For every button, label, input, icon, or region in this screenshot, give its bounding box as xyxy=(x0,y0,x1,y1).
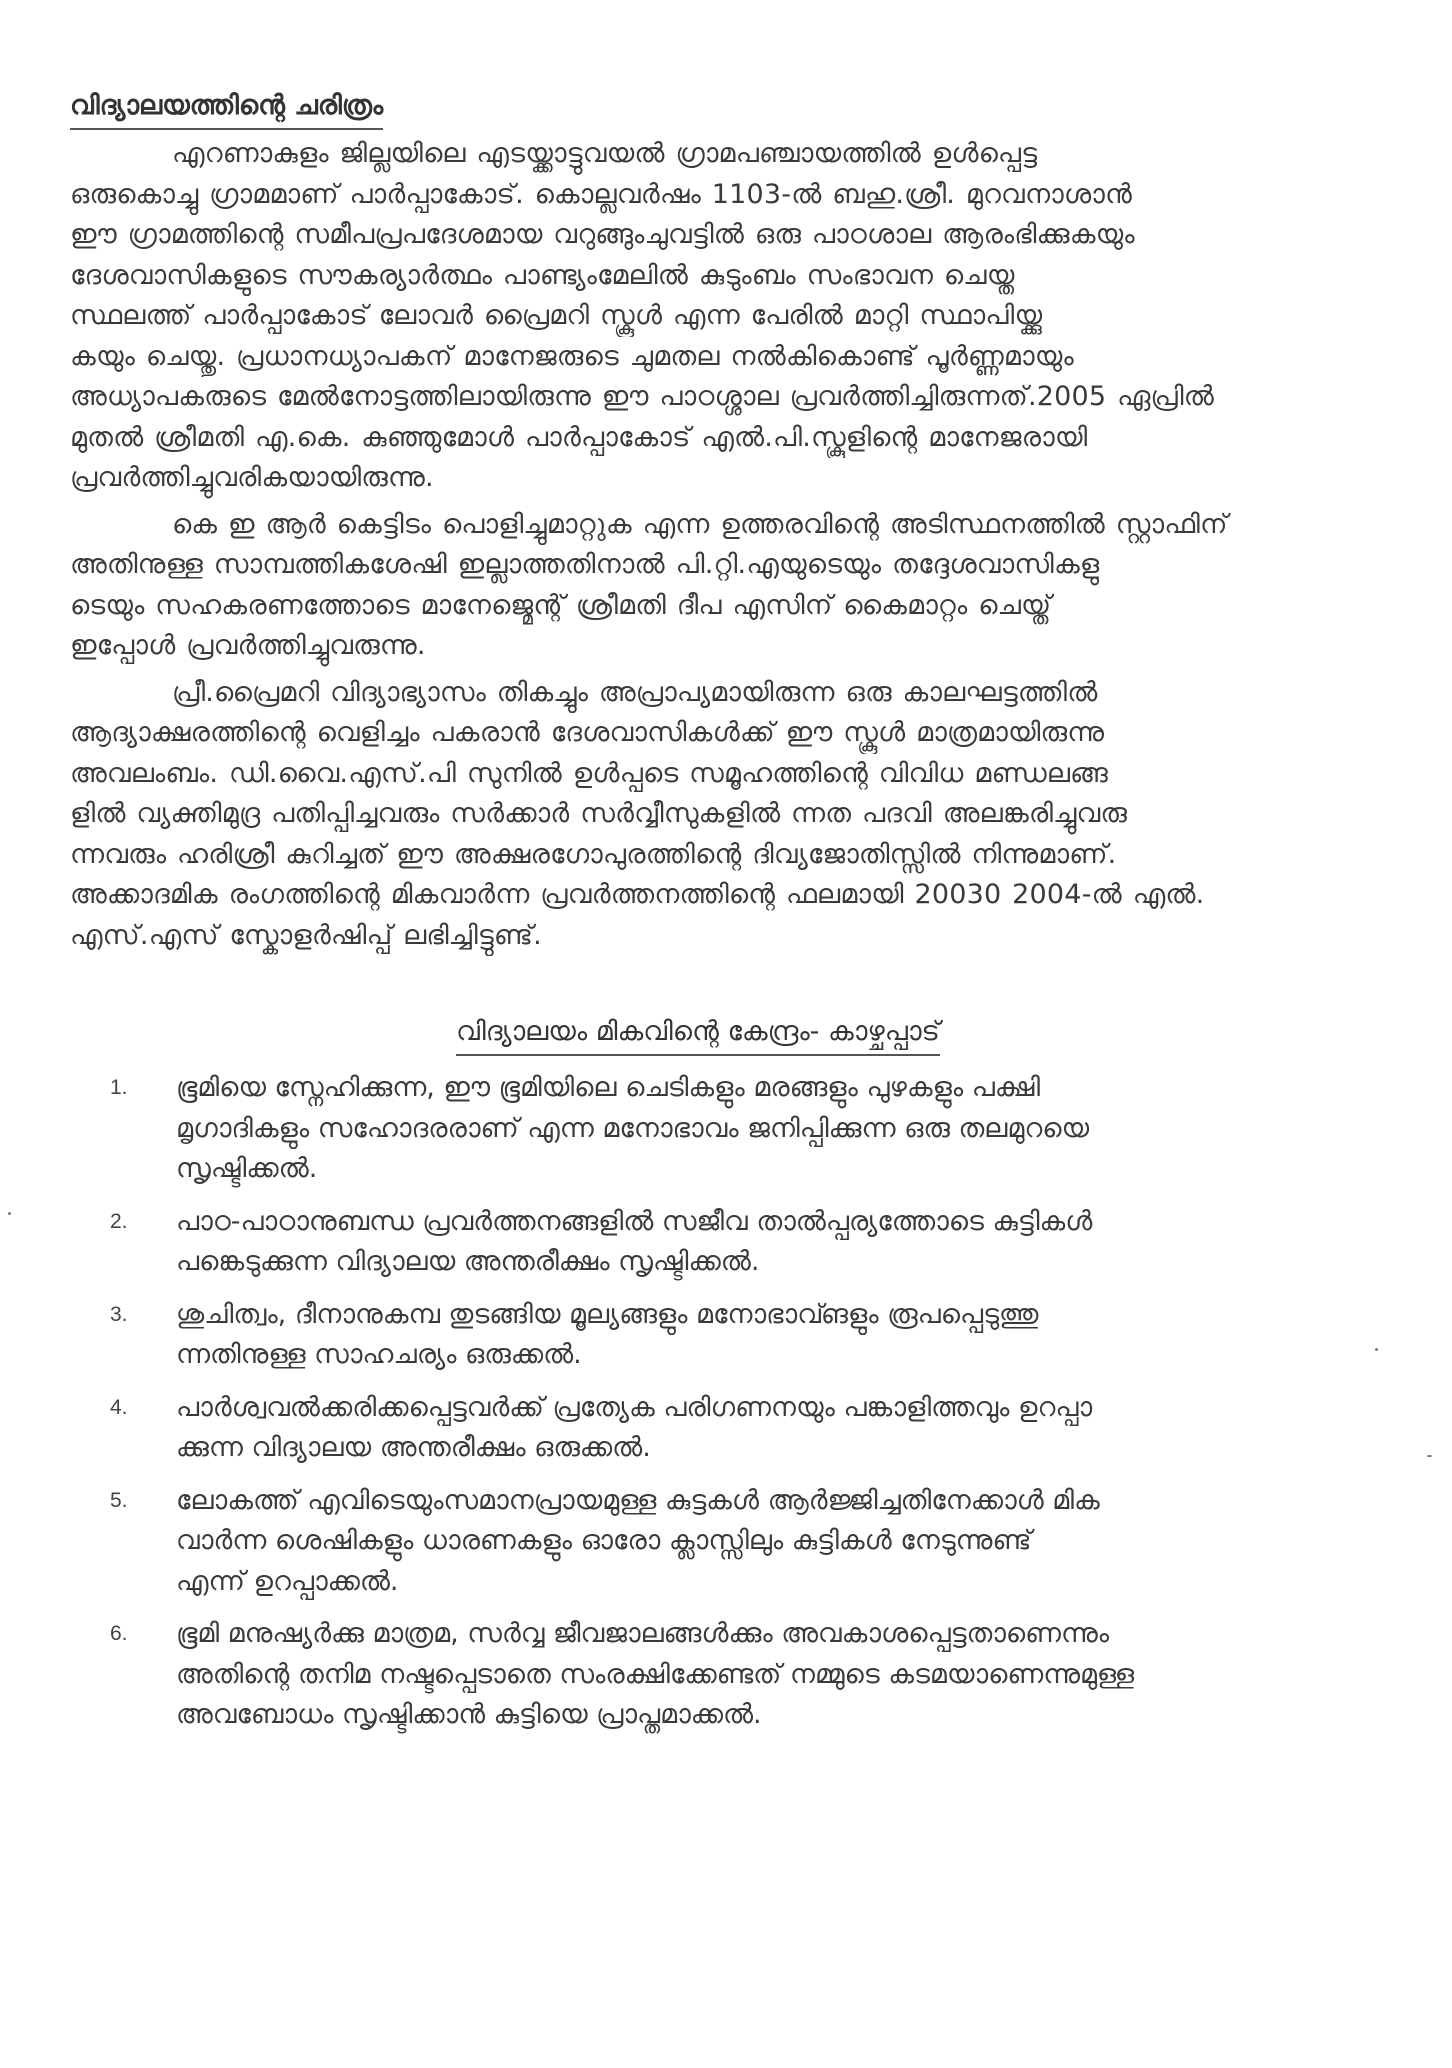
text-line: പ്രീ.പ്രൈമറി വിദ്യാഭ്യാസം തികച്ചും അപ്രാപ്യമായിരുന്ന ഒരു കാലഘട്ടത്തിൽ xyxy=(172,676,1098,708)
list-item xyxy=(110,1295,1386,1376)
text-line: ഭൂമിയെ സ്നേഹിക്കുന്ന, ഈ ഭൂമിയിലെ ചെടികളും മരങ്ങളും പുഴകളും പക്ഷി xyxy=(176,1072,1041,1103)
text-line: ന്നതിനുള്ള സാഹചര്യം ഒരുക്കൽ. xyxy=(176,1339,582,1370)
list-number: 3. xyxy=(110,1302,128,1326)
text-line: ലോകത്ത് എവിടെയുംസമാനപ്രായമുള്ള കുട്ടകൾ ആർജ്ജിച്ചതിനേക്കാൾ മിക xyxy=(176,1484,1100,1516)
text-line: പാർശ്വവൽക്കരിക്കപ്പെട്ടവർക്ക് പ്രത്യേക പരിഗണനയും പങ്കാളിത്തവും ഉറപ്പാ xyxy=(176,1391,1093,1423)
list-item xyxy=(110,1388,1386,1469)
vision-heading: വിദ്യാലയം മികവിന്റെ കേന്ദ്രം- കാഴ്ചപ്പാട് xyxy=(456,1014,940,1056)
text-line: ളിൽ വ്യക്തിമുദ്ര പതിപ്പിച്ചവരും സർക്കാർ സർവ്വീസുകളിൽ ന്നത പദവി അലങ്കരിച്ചുവരു xyxy=(70,798,1128,829)
text-line: എറണാകുളം ജില്ലയിലെ എടയ്ക്കാട്ടുവയൽ ഗ്രാമപഞ്ചായത്തിൽ ഉൾപ്പെട്ട xyxy=(172,138,1038,169)
list-item xyxy=(110,1068,1386,1190)
list-number: 5. xyxy=(110,1488,128,1512)
text-line: പാഠ-പാഠാനുബന്ധ പ്രവർത്തനങ്ങളിൽ സജീവ താൽപ്പര്യത്തോടെ കുട്ടികൾ xyxy=(176,1205,1093,1237)
text-line: അധ്യാപകരുടെ മേൽനോട്ടത്തിലായിരുന്നു ഈ പാഠശ്ശാല പ്രവർത്തിച്ചിരുന്നത്.2005 ഏപ്രിൽ xyxy=(70,381,1215,412)
text-line: വാർന്ന ശെഷികളും ധാരണകളും ഓരോ ക്ലാസ്സിലും കുട്ടികൾ നേടുന്നുണ്ട് xyxy=(176,1525,1032,1556)
history-paragraph-2 xyxy=(70,505,1386,667)
text-line: അതിന്റെ തനിമ നഷ്ടപ്പെടാതെ സംരക്ഷിക്കേണ്ടത് നമ്മുടെ കടമയാണെന്നുമുള്ള xyxy=(176,1658,1135,1690)
section-history xyxy=(70,88,1386,130)
history-paragraph-3 xyxy=(70,673,1386,957)
vision-list xyxy=(70,1068,1386,1736)
list-item-text xyxy=(176,1202,1386,1283)
text-line: കയും ചെയ്തു. പ്രധാനധ്യാപകന് മാനേജരുടെ ചുമതല നൽകികൊണ്ട് പൂർണ്ണമായും xyxy=(70,340,1074,372)
text-line: ഭൂമി മനുഷ്യർക്കു മാത്രമ, സർവ്വ ജീവജാലങ്ങൾക്കും അവകാശപ്പെട്ടതാണെന്നും xyxy=(176,1618,1110,1649)
text-line: ന്നവരും ഹരിശ്രീ കുറിച്ചത് ഈ അക്ഷരഗോപുരത്തിന്റെ ദിവ്യജോതിസ്സിൽ നിന്നുമാണ്. xyxy=(70,838,1117,870)
list-item-text xyxy=(176,1068,1386,1190)
list-item-text xyxy=(176,1295,1386,1376)
list-item xyxy=(110,1481,1386,1603)
list-number: 1. xyxy=(110,1076,128,1099)
text-line: ശുചിത്വം, ദീനാനുകമ്പ തുടങ്ങിയ മൂല്യങ്ങളും മനോഭാവ്ങളും രൂപപ്പെടുത്തു xyxy=(176,1298,1039,1330)
scan-speck xyxy=(1375,1348,1378,1351)
list-item xyxy=(110,1614,1386,1736)
list-number: 6. xyxy=(110,1622,128,1645)
text-line: കെ ഇ ആർ കെട്ടിടം പൊളിച്ചുമാറ്റുക എന്ന ഉത്തരവിന്റെ അടിസ്ഥനത്തിൽ സ്റ്റാഫിന് xyxy=(172,508,1228,540)
history-paragraph-1 xyxy=(70,134,1386,499)
text-line: എന്ന് ഉറപ്പാക്കൽ. xyxy=(176,1565,399,1597)
text-line: ടെയും സഹകരണത്തോടെ മാനേജ്മെന്റ് ശ്രീമതി ദീപ എസിന് കൈമാറ്റം ചെയ്ത് xyxy=(70,589,1052,621)
list-item xyxy=(110,1202,1386,1283)
text-line: ദേശവാസികളുടെ സൗകര്യാർത്ഥം പാണ്ട്യംമേലിൽ കുടുംബം സംഭാവന ചെയ്ത xyxy=(70,259,1015,291)
text-line: ആദ്യാക്ഷരത്തിന്റെ വെളിച്ചം പകരാൻ ദേശവാസികൾക്ക് ഈ സ്കൂൾ മാത്രമായിരുന്നു xyxy=(70,717,1105,748)
list-item-text xyxy=(176,1388,1386,1469)
text-line: ഒരുകൊച്ചു ഗ്രാമമാണ് പാർപ്പാകോട്. കൊല്ലവർഷം 1103-ൽ ബഹു.ശ്രീ. മുറവനാശാൻ xyxy=(70,178,1133,210)
text-line: അതിനുള്ള സാമ്പത്തികശേഷി ഇല്ലാത്തതിനാൽ പി.റ്റി.എയുടെയും തദ്ദേശവാസികളു xyxy=(70,549,1100,580)
list-number: 2. xyxy=(110,1209,128,1233)
text-line: സൃഷ്ടിക്കൽ. xyxy=(176,1153,318,1184)
text-line: എസ്.എസ് സ്കോളർഷിപ്പ് ലഭിച്ചിട്ടുണ്ട്. xyxy=(70,919,542,951)
text-line: ക്കുന്ന വിദ്യാലയ അന്തരീക്ഷം ഒരുക്കൽ. xyxy=(176,1432,651,1463)
text-line: അക്കാദമിക രംഗത്തിന്റെ മികവാർന്ന പ്രവർത്തനത്തിന്റെ ഫലമായി 20030 2004-ൽ എൽ. xyxy=(70,879,1205,910)
scan-speck xyxy=(1427,1455,1432,1457)
section-vision xyxy=(70,1014,1386,1056)
text-line: പ്രവർത്തിച്ചുവരികയായിരുന്നു. xyxy=(70,462,434,493)
text-line: അവലംബം. ഡി.വൈ.എസ്.പി സുനിൽ ഉൾപ്പടെ സമൂഹത്തിന്റെ വിവിധ മണ്ഡലങ്ങ xyxy=(70,757,1109,789)
list-number: 4. xyxy=(110,1395,128,1419)
text-line: അവബോധം സൃഷ്ടിക്കാൻ കുട്ടിയെ പ്രാപ്തമാക്കൽ. xyxy=(176,1699,762,1730)
list-item-text xyxy=(176,1614,1386,1736)
text-line: ഇപ്പോൾ പ്രവർത്തിച്ചുവരുന്നു. xyxy=(70,630,426,661)
text-line: സ്ഥലത്ത് പാർപ്പാകോട് ലോവർ പ്രൈമറി സ്കൂൾ എന്ന പേരിൽ മാറ്റി സ്ഥാപിയ്ക്കു xyxy=(70,300,1043,331)
text-line: മൃഗാദികളും സഹോദരരാണ് എന്ന മനോഭാവം ജനിപ്പിക്കുന്ന ഒരു തലമുറയെ xyxy=(176,1112,1090,1144)
list-item-text xyxy=(176,1481,1386,1603)
text-line: പങ്കെടുക്കുന്ന വിദ്യാലയ അന്തരീക്ഷം സൃഷ്ടിക്കൽ. xyxy=(176,1246,760,1277)
text-line: മുതൽ ശ്രീമതി എ.കെ. കുഞ്ഞുമോൾ പാർപ്പാകോട് എൽ.പി.സ്കൂളിന്റെ മാനേജരായി xyxy=(70,421,1088,453)
scan-speck xyxy=(8,1212,11,1215)
history-heading: വിദ്യാലയത്തിന്റെ ചരിത്രം xyxy=(70,88,383,130)
text-line: ഈ ഗ്രാമത്തിന്റെ സമീപപ്രപദേശമായ വറുങ്ങുംചുവട്ടിൽ ഒരു പാഠശാല ആരംഭിക്കുകയും xyxy=(70,219,1135,250)
